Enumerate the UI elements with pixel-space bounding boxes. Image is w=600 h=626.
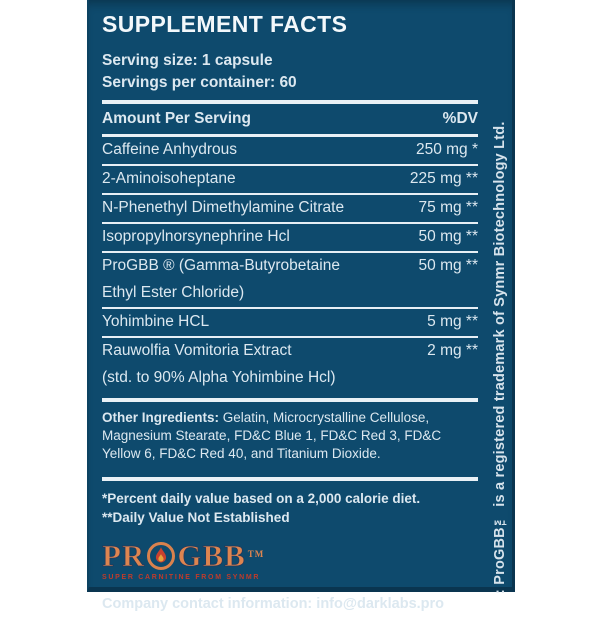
divider-footnotes (102, 477, 478, 481)
footnote-not-established: **Daily Value Not Established (102, 509, 290, 525)
ingredient-name-line2: Ethyl Ester Chloride) (102, 284, 245, 301)
ingredient-name: 2-Aminoisoheptane (102, 170, 236, 187)
amount-per-serving-header: Amount Per Serving (102, 110, 251, 127)
ingredient-name: Isopropylnorsynephrine Hcl (102, 228, 290, 245)
table-row (102, 224, 478, 253)
ingredient-name: Caffeine Anhydrous (102, 141, 238, 158)
ingredient-name: Yohimbine HCL (102, 313, 210, 330)
table-row (102, 166, 478, 195)
servings-per-container-line: Servings per container: 60 (102, 74, 297, 91)
contact-line: Company contact information: info@darklabs.pro (102, 595, 445, 612)
ingredient-name: Rauwolfia Vomitoria Extract (102, 342, 292, 359)
progbb-logo (102, 537, 478, 581)
flame-icon (147, 542, 175, 570)
table-row (102, 195, 478, 224)
tm-superscript: TM (247, 548, 265, 559)
serving-info (102, 50, 478, 94)
table-row (102, 338, 478, 392)
serving-size-line: Serving size: 1 capsule (102, 52, 273, 69)
table-row (102, 137, 478, 166)
ingredient-amount: 2 mg ** (427, 342, 478, 359)
trademark-side-note: : ProGBB™ is a registered trademark of Synmr Biotechnology Ltd. (492, 121, 508, 594)
ingredient-amount: 50 mg ** (418, 228, 478, 245)
footnote-daily-value: *Percent daily value based on a 2,000 calorie diet. (102, 490, 421, 506)
dv-header: %DV (442, 110, 478, 127)
panel-content (102, 0, 478, 626)
logo-text-pr: PR (102, 537, 146, 573)
ingredient-amount: 250 mg * (415, 141, 478, 158)
ingredient-amount: 75 mg ** (418, 199, 478, 216)
ingredient-name: N-Phenethyl Dimethylamine Citrate (102, 199, 345, 216)
other-ingredients-text: Gelatin, Microcrystalline Cellulose, Magnesium Stearate, FD&C Blue 1, FD&C Red 3, FD&C Yellow 6, FD&C Red 40, and Titanium Dioxide. (102, 410, 442, 461)
ingredient-name: ProGBB ® (Gamma-Butyrobetaine (102, 257, 340, 274)
logo-wordmark (102, 537, 265, 573)
logo-tagline: SUPER CARNITINE FROM SYNMR (102, 573, 261, 581)
table-header-row (102, 104, 478, 134)
other-ingredients-label: Other Ingredients: (102, 410, 220, 425)
table-row (102, 253, 478, 309)
ingredient-name-line2: (std. to 90% Alpha Yohimbine Hcl) (102, 369, 336, 386)
footnotes (102, 489, 478, 527)
table-row (102, 309, 478, 338)
ingredient-amount: 225 mg ** (409, 170, 478, 187)
ingredient-amount: 5 mg ** (427, 313, 478, 330)
facts-table (102, 137, 478, 392)
supplement-facts-panel (87, 0, 515, 612)
ingredient-amount: 50 mg ** (418, 257, 478, 274)
logo-text-gbb: GBB (177, 537, 246, 573)
divider-ingredients (102, 398, 478, 402)
label-title: SUPPLEMENT FACTS (102, 11, 348, 37)
other-ingredients-section (102, 409, 478, 463)
